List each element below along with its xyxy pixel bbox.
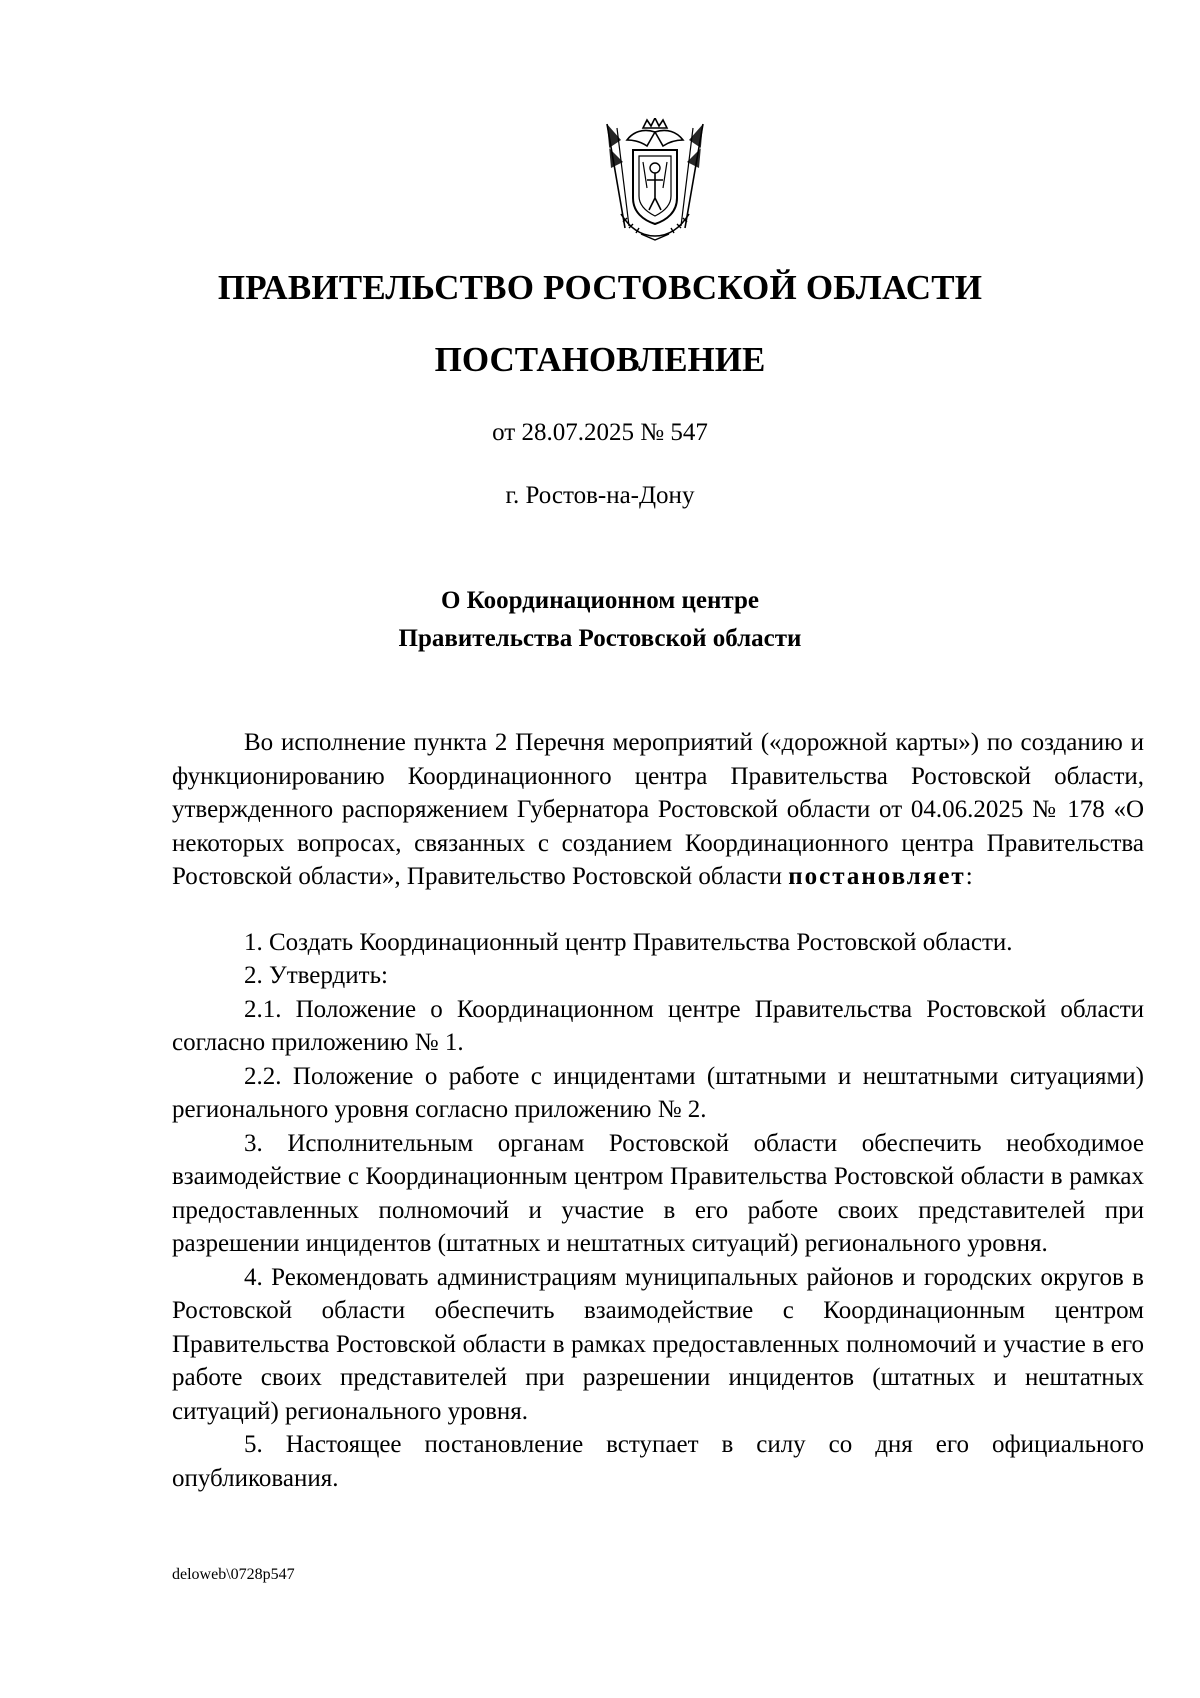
organization-title: ПРАВИТЕЛЬСТВО РОСТОВСКОЙ ОБЛАСТИ [217, 268, 983, 307]
document-city: г. Ростов-на-Дону [505, 482, 695, 509]
document-body [172, 726, 1144, 1495]
footer-document-code: deloweb\0728p547 [172, 1566, 295, 1583]
item-paragraph: 2.2. Положение о работе с инцидентами (штатными и нештатными ситуациями) регионального уровня согласно приложению № 2. [172, 1062, 1144, 1123]
preamble-paragraph [172, 726, 1144, 894]
preamble-emphasis: постановляет [788, 863, 966, 890]
subject-line-2: Правительства Ростовской области [398, 625, 802, 652]
coat-of-arms-icon [597, 118, 713, 242]
preamble-text: Во исполнение пункта 2 Перечня мероприятий («дорожной карты») по созданию и функционированию Координационного центра Правительства Ростовской области, утвержденного распоряжением Губернатора Ростовской области от 04.06.2025 № 178 «О некоторых вопросах, связанных с созданием Координационного центра Правительства Ростовской области», Правительство Ростовской области [172, 729, 1144, 890]
subject-line-1: О Координационном центре [440, 587, 760, 614]
item-paragraph: 1. Создать Координационный центр Правительства Ростовской области. [244, 928, 1013, 956]
item-paragraph: 2. Утвердить: [244, 962, 388, 989]
item-paragraph: 5. Настоящее постановление вступает в силу со дня его официального опубликования. [172, 1431, 1144, 1492]
document-subject [0, 582, 1200, 658]
item-paragraph: 3. Исполнительным органам Ростовской области обеспечить необходимое взаимодействие с Координационным центром Правительства Ростовской области в рамках предоставленных полномочий и участие в его работе своих представителей при разрешении инцидентов (штатных и нештатных ситуаций) регионального уровня. [172, 1129, 1144, 1257]
document-date-number: от 28.07.2025 № 547 [492, 419, 708, 446]
item-paragraph: 4. Рекомендовать администрациям муниципальных районов и городских округов в Ростовской области обеспечить взаимодействие с Координационным центром Правительства Ростовской области в рамках предоставленных полномочий и участие в его работе своих представителей при разрешении инцидентов (штатных и нештатных ситуаций) регионального уровня. [172, 1263, 1144, 1425]
preamble-ending: : [965, 863, 973, 890]
paragraph-gap [172, 894, 1144, 926]
item-paragraph: 2.1. Положение о Координационном центре Правительства Ростовской области согласно приложению № 1. [172, 995, 1144, 1056]
document-type: ПОСТАНОВЛЕНИЕ [434, 340, 766, 379]
